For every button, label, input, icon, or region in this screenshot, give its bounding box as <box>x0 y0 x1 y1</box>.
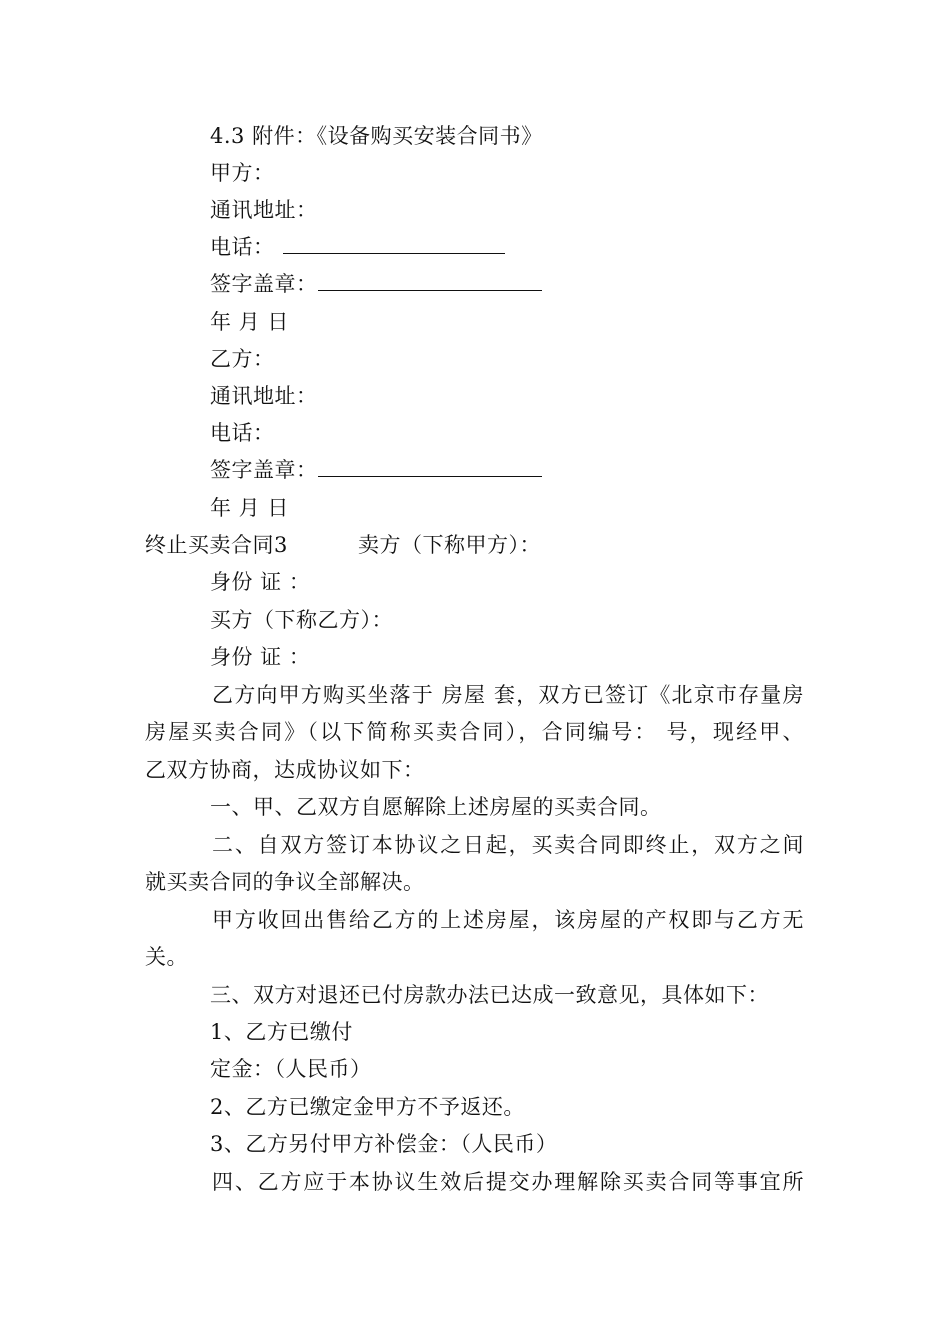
clause-two-line: 二、自双方签订本协议之日起，买卖合同即终止，双方之间 <box>212 833 804 857</box>
paragraph-line: 乙方向甲方购买坐落于 房屋 套，双方已签订《北京市存量房 <box>212 683 804 707</box>
item-1-line: 1、乙方已缴付 <box>210 1020 353 1044</box>
item-2-line: 2、乙方已缴定金甲方不予返还。 <box>210 1095 525 1119</box>
party-b-signature-line: 签字盖章： <box>210 456 542 484</box>
party-a-address-label: 通讯地址： <box>210 198 318 222</box>
deposit-line: 定金：（人民币） <box>210 1057 372 1081</box>
item-3-line: 3、乙方另付甲方补偿金：（人民币） <box>210 1132 558 1156</box>
buyer-id-label: 身份 证 ： <box>210 645 311 669</box>
clause-two-detail-line: 关。 <box>145 945 188 969</box>
clause-two-detail-line: 甲方收回出售给乙方的上述房屋，该房屋的产权即与乙方无 <box>212 908 804 932</box>
seller-id-label: 身份 证 ： <box>210 570 311 594</box>
clause-one: 一、甲、乙双方自愿解除上述房屋的买卖合同。 <box>210 795 662 819</box>
section-heading: 终止买卖合同3 <box>145 533 288 557</box>
party-b-label: 乙方： <box>210 347 275 371</box>
party-a-phone-blank <box>283 235 505 254</box>
party-a-date-line: 年 月 日 <box>210 310 289 334</box>
party-a-phone-line: 电话： <box>210 233 505 261</box>
clause-three: 三、双方对退还已付房款办法已达成一致意见，具体如下： <box>210 983 769 1007</box>
party-b-signature-blank <box>318 458 542 477</box>
paragraph-line: 房屋买卖合同》（以下简称买卖合同），合同编号： 号，现经甲、 <box>145 720 804 744</box>
attachment-line: 4.3 附件：《设备购买安装合同书》 <box>210 124 543 148</box>
seller-label: 卖方（下称甲方）： <box>358 533 541 557</box>
party-b-phone-label: 电话： <box>210 421 275 445</box>
paragraph-line: 乙双方协商，达成协议如下： <box>145 758 425 782</box>
clause-four-line: 四、乙方应于本协议生效后提交办理解除买卖合同等事宜所 <box>212 1170 804 1194</box>
party-a-label: 甲方： <box>210 161 275 185</box>
clause-two-line: 就买卖合同的争议全部解决。 <box>145 870 425 894</box>
party-a-signature-blank <box>318 272 542 291</box>
buyer-label: 买方（下称乙方）： <box>210 608 393 632</box>
party-b-address-label: 通讯地址： <box>210 384 318 408</box>
party-b-date-line: 年 月 日 <box>210 496 289 520</box>
party-a-signature-line: 签字盖章： <box>210 270 542 298</box>
